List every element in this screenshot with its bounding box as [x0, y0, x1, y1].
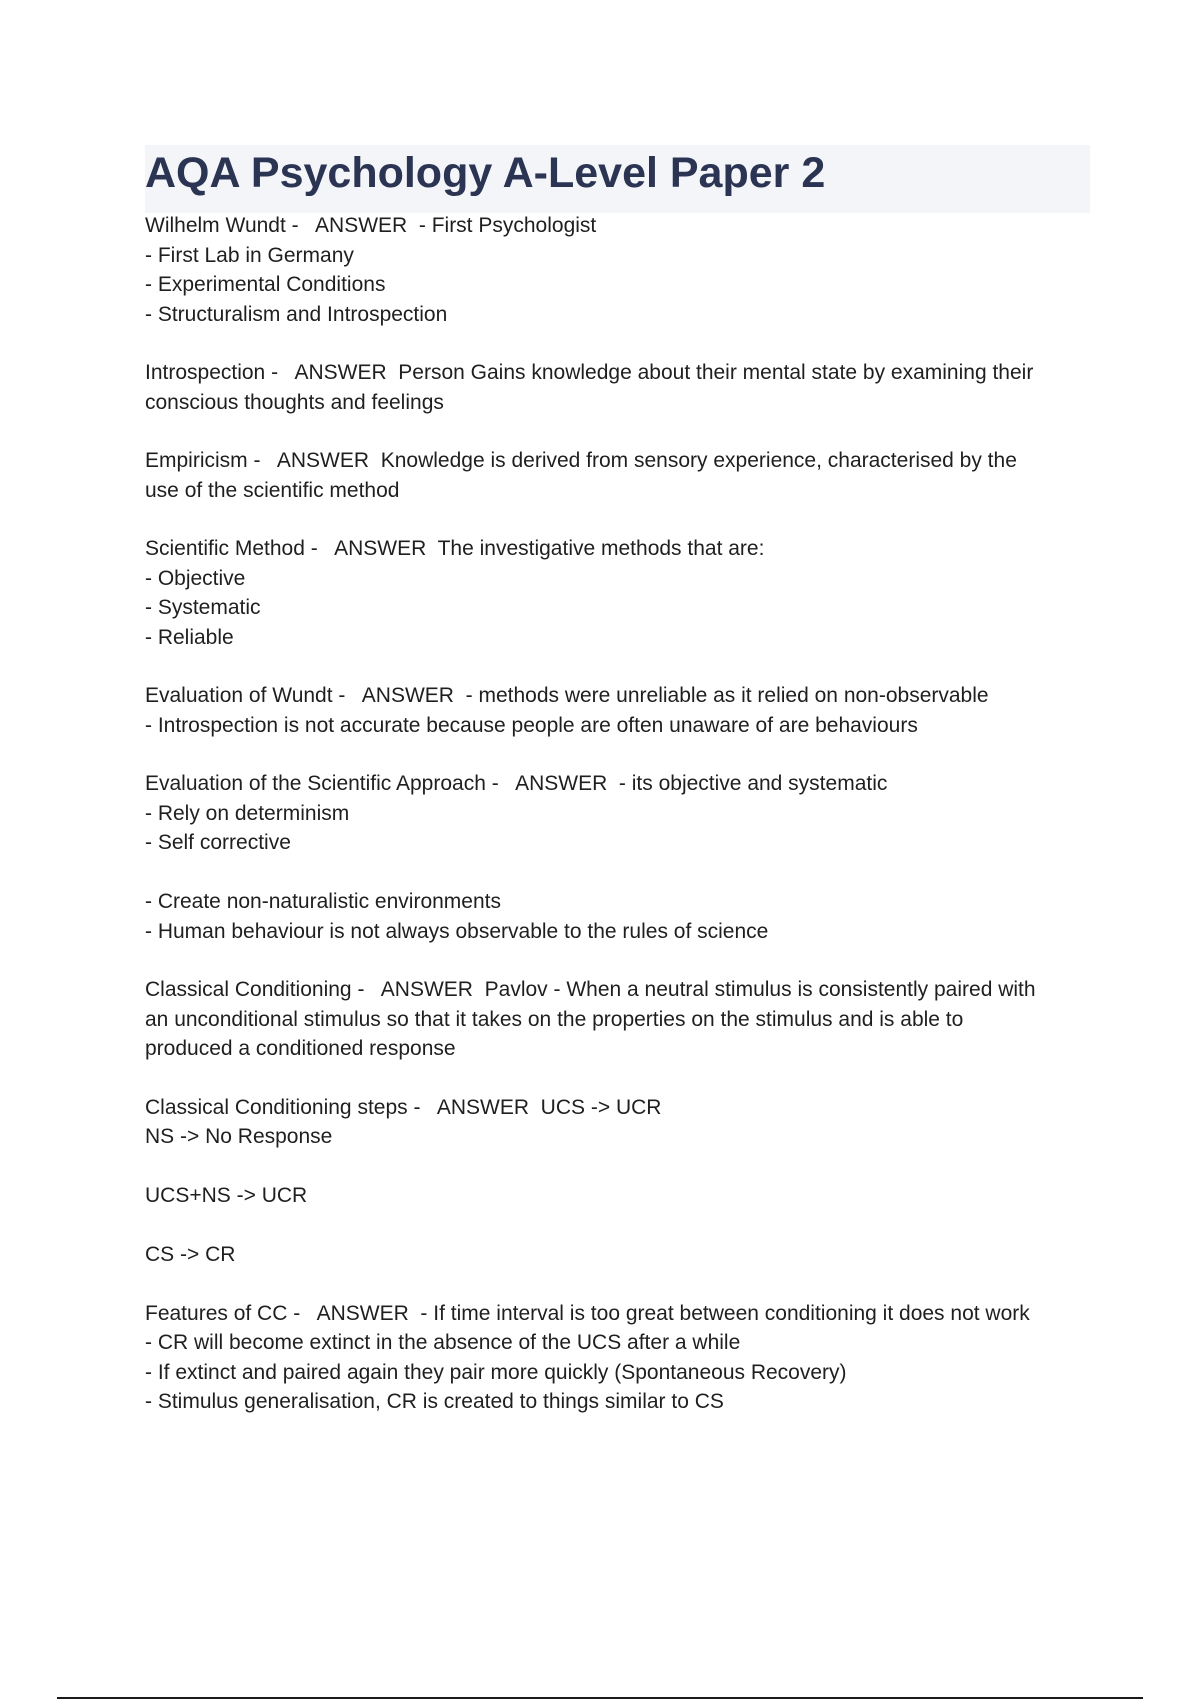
entry-term: Classical Conditioning steps	[145, 1095, 408, 1119]
entry-detail-line: - Stimulus generalisation, CR is created to things similar to CS	[145, 1390, 724, 1413]
footer-divider	[57, 1697, 1143, 1699]
answer-label: ANSWER	[316, 1301, 409, 1325]
answer-label: ANSWER	[334, 537, 427, 560]
answer-label: ANSWER	[361, 684, 454, 707]
entry-term: Features of CC	[145, 1301, 288, 1325]
entry-detail-line: NS -> No Response	[145, 1125, 333, 1148]
entry-detail-line: - CR will become extinct in the absence of the UCS after a while	[145, 1331, 741, 1354]
term-separator: -	[287, 1301, 317, 1325]
flashcard-entry	[145, 1093, 1090, 1270]
entry-term: Evaluation of the Scientific Approach	[145, 772, 486, 795]
term-separator: -	[304, 537, 335, 560]
answer-label: ANSWER	[294, 361, 387, 384]
entry-detail-line: - Objective	[145, 566, 246, 590]
entry-definition: Person Gains knowledge about their mental state by examining their	[386, 361, 1034, 384]
answer-label: ANSWER	[276, 449, 370, 472]
entry-first-line	[145, 681, 1090, 711]
entry-first-line	[145, 1299, 1090, 1329]
entry-term: Introspection	[145, 361, 266, 384]
entry-detail-line: - Rely on determinism	[145, 801, 350, 825]
blank-line	[145, 858, 1090, 888]
flashcard-entry	[145, 534, 1090, 652]
entry-first-line	[145, 534, 1090, 564]
entry-definition: - If time interval is too great between conditioning it does not work	[408, 1301, 1030, 1325]
term-separator: -	[351, 978, 381, 1001]
entry-definition: The investigative methods that are:	[426, 537, 765, 560]
answer-label: ANSWER	[436, 1095, 530, 1119]
answer-label: ANSWER	[315, 214, 408, 237]
entry-detail-line: - Systematic	[145, 596, 261, 619]
flashcard-entry	[145, 358, 1090, 417]
entry-term: Wilhelm Wundt	[145, 214, 286, 237]
entry-detail-line: conscious thoughts and feelings	[145, 390, 444, 414]
page-title: AQA Psychology A-Level Paper 2	[145, 149, 826, 197]
entry-detail-line: - Self corrective	[145, 831, 291, 854]
entry-term: Evaluation of Wundt	[145, 684, 333, 707]
entry-definition: - methods were unreliable as it relied on non-observable	[453, 684, 989, 707]
answer-label: ANSWER	[515, 772, 608, 795]
flashcard-entry	[145, 975, 1090, 1064]
entry-detail-line: CS -> CR	[145, 1243, 236, 1266]
term-separator: -	[485, 772, 516, 795]
entry-term: Classical Conditioning	[145, 978, 352, 1001]
answer-label: ANSWER	[380, 978, 473, 1001]
flashcard-list	[145, 211, 1090, 1446]
entry-detail-line: - Introspection is not accurate because people are often unaware of are behaviours	[145, 713, 918, 737]
term-separator: -	[247, 449, 277, 472]
flashcard-entry	[145, 1299, 1090, 1417]
entry-definition: Pavlov - When a neutral stimulus is consistently paired with	[472, 978, 1036, 1001]
entry-detail-line: - Experimental Conditions	[145, 273, 386, 296]
entry-first-line	[145, 1093, 1090, 1123]
flashcard-entry	[145, 446, 1090, 505]
term-separator: -	[407, 1095, 437, 1119]
entry-first-line	[145, 446, 1090, 476]
entry-definition: - First Psychologist	[407, 214, 597, 237]
entry-detail-line: produced a conditioned response	[145, 1037, 456, 1060]
entry-detail-line: an unconditional stimulus so that it takes on the properties on the stimulus and is able to	[145, 1007, 964, 1031]
entry-first-line	[145, 211, 1090, 241]
entry-first-line	[145, 358, 1090, 388]
flashcard-entry	[145, 769, 1090, 946]
entry-detail-line: use of the scientific method	[145, 478, 400, 502]
entry-detail-line: - Create non-naturalistic environments	[145, 890, 501, 913]
term-separator: -	[332, 684, 362, 707]
entry-term: Scientific Method	[145, 537, 305, 560]
entry-definition: UCS -> UCR	[529, 1095, 662, 1119]
entry-detail-line: - First Lab in Germany	[145, 243, 354, 267]
term-separator: -	[285, 214, 316, 237]
entry-term: Empiricism	[145, 449, 248, 472]
entry-detail-line: - If extinct and paired again they pair more quickly (Spontaneous Recovery)	[145, 1360, 847, 1384]
entry-first-line	[145, 975, 1090, 1005]
entry-detail-line: UCS+NS -> UCR	[145, 1184, 308, 1207]
term-separator: -	[265, 361, 295, 384]
entry-detail-line: - Structuralism and Introspection	[145, 302, 448, 326]
flashcard-entry	[145, 211, 1090, 329]
entry-definition: - its objective and systematic	[607, 772, 888, 795]
blank-line	[145, 1152, 1090, 1182]
blank-line	[145, 1211, 1090, 1241]
entry-detail-line: - Reliable	[145, 625, 234, 649]
flashcard-entry	[145, 681, 1090, 740]
entry-first-line	[145, 769, 1090, 799]
entry-detail-line: - Human behaviour is not always observable to the rules of science	[145, 919, 769, 943]
entry-definition: Knowledge is derived from sensory experience, characterised by the	[369, 449, 1017, 472]
